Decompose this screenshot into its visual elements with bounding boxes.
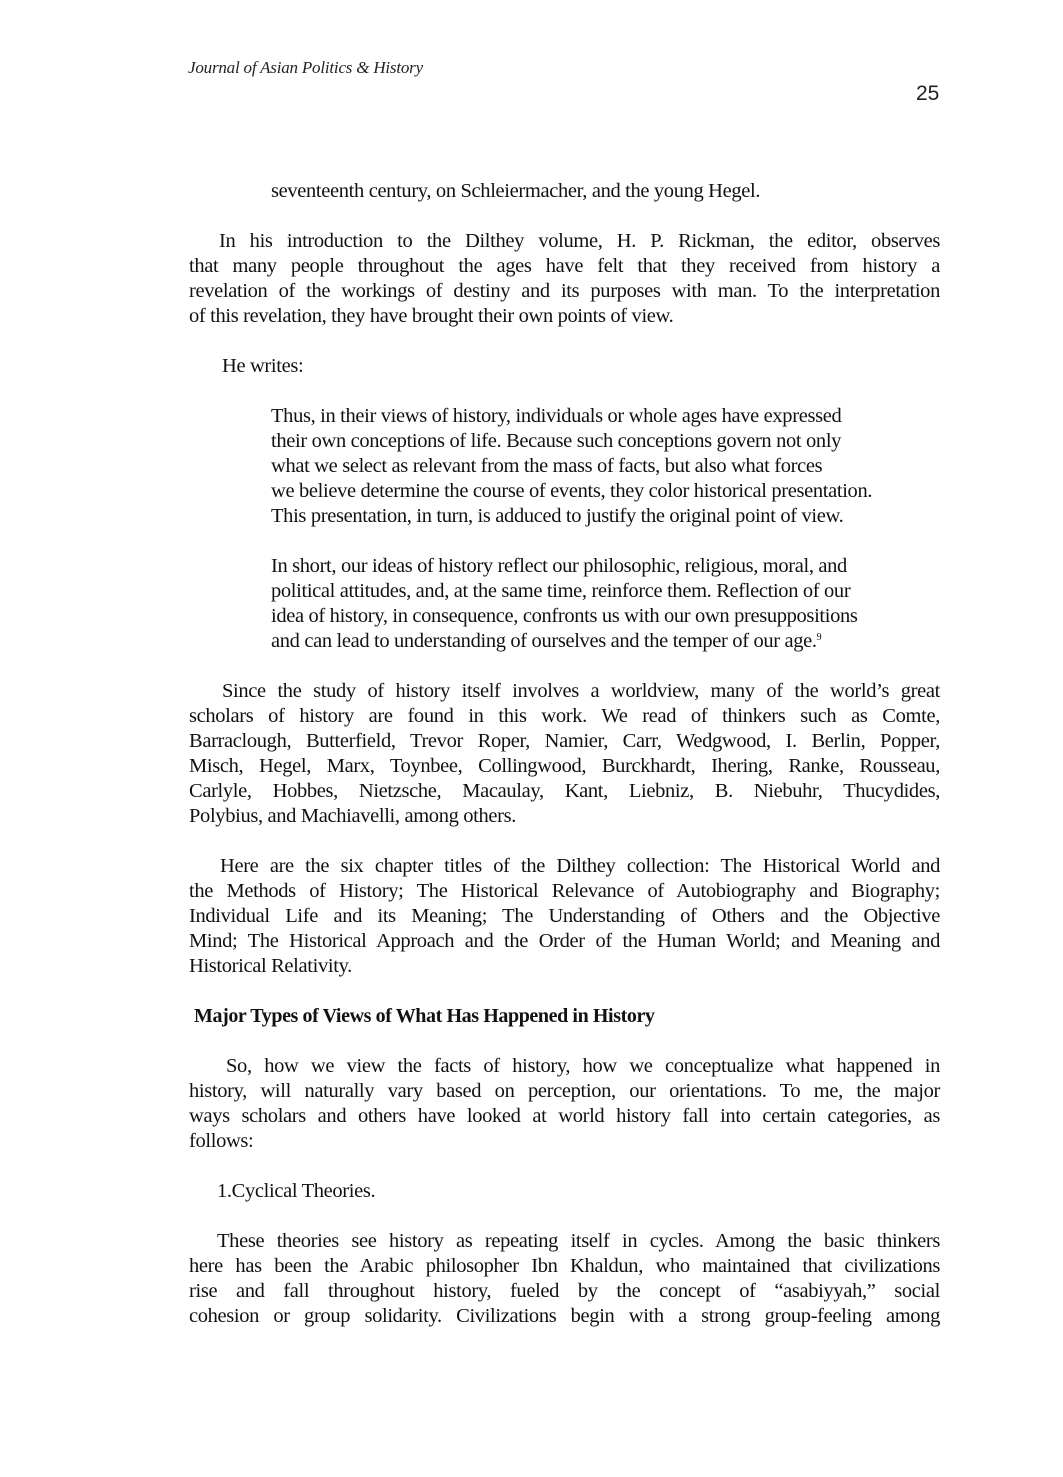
text-line: He writes:: [222, 355, 304, 377]
text-line: seventeenth century, on Schleiermacher, and the young Hegel.: [271, 180, 761, 202]
paragraph-continuation: [271, 179, 760, 204]
text-line: follows:: [189, 1130, 254, 1152]
text-line: 1.Cyclical Theories.: [217, 1180, 376, 1202]
page-number: 25: [916, 82, 940, 105]
text-line: what we select as relevant from the mass of facts, but also what forces: [271, 455, 823, 477]
text-line: history, will naturally vary based on perception, our orientations. To me, the major: [189, 1080, 940, 1102]
text-line: cohesion or group solidarity. Civilizations begin with a strong group-feeling among: [189, 1305, 940, 1327]
text-line: So, how we view the facts of history, how we conceptualize what happened in: [226, 1055, 940, 1077]
text-line: In short, our ideas of history reflect our philosophic, religious, moral, and: [271, 555, 847, 577]
block-quote-second: [271, 554, 941, 654]
text-line: Thus, in their views of history, individuals or whole ages have expressed: [271, 405, 842, 427]
text-line: In his introduction to the Dilthey volume, H. P. Rickman, the editor, observes: [219, 230, 940, 252]
text-line: Since the study of history itself involves a worldview, many of the world’s great: [222, 680, 940, 702]
text-line: Misch, Hegel, Marx, Toynbee, Collingwood, Burckhardt, Ihering, Ranke, Rousseau,: [189, 755, 940, 777]
text-line: revelation of the workings of destiny and its purposes with man. To the interpretation: [189, 280, 940, 302]
paragraph-chapter-titles: [189, 854, 940, 979]
text-line: Mind; The Historical Approach and the Order of the Human World; and Meaning and: [189, 930, 940, 952]
text-line: Polybius, and Machiavelli, among others.: [189, 805, 517, 827]
paragraph-scholars-list: [189, 679, 940, 829]
paragraph-he-writes: [222, 354, 303, 379]
text-line: that many people throughout the ages have felt that they received from history a: [189, 255, 940, 277]
text-line: we believe determine the course of events, they color historical presentation.: [271, 480, 873, 502]
text-line: Individual Life and its Meaning; The Understanding of Others and the Objective: [189, 905, 940, 927]
text-line: scholars of history are found in this work. We read of thinkers such as Comte,: [189, 705, 940, 727]
footnote-reference: 9: [816, 632, 822, 643]
text-line: rise and fall throughout history, fueled by the concept of “asabiyyah,” social: [189, 1280, 940, 1302]
text-line: This presentation, in turn, is adduced to justify the original point of view.: [271, 505, 844, 527]
text-line: ways scholars and others have looked at world history fall into certain categories, as: [189, 1105, 940, 1127]
paragraph-categories-intro: [189, 1054, 940, 1154]
text-line: [271, 629, 941, 654]
text-line: here has been the Arabic philosopher Ibn Khaldun, who maintained that civilizations: [189, 1255, 940, 1277]
section-heading: Major Types of Views of What Has Happened in History: [194, 1005, 655, 1027]
text-line: Historical Relativity.: [189, 955, 352, 977]
text-line: Carlyle, Hobbes, Nietzsche, Macaulay, Kant, Liebniz, B. Niebuhr, Thucydides,: [189, 780, 940, 802]
block-quote-first: [271, 404, 941, 529]
paragraph-cyclical-theories: [189, 1229, 940, 1329]
text-line: Barraclough, Butterfield, Trevor Roper, Namier, Carr, Wedgwood, I. Berlin, Popper,: [189, 730, 940, 752]
list-item-cyclical-theories: [217, 1179, 375, 1204]
text-line: their own conceptions of life. Because such conceptions govern not only: [271, 430, 842, 452]
paragraph-rickman-introduction: [189, 229, 940, 329]
text-line: idea of history, in consequence, confronts us with our own presuppositions: [271, 605, 858, 627]
running-header-journal-title: Journal of Asian Politics & History: [188, 58, 423, 77]
text-line: Here are the six chapter titles of the Dilthey collection: The Historical World and: [220, 855, 940, 877]
text-line: These theories see history as repeating itself in cycles. Among the basic thinkers: [217, 1230, 940, 1252]
text-line-content: and can lead to understanding of ourselves and the temper of our age.: [271, 630, 817, 652]
text-line: of this revelation, they have brought their own points of view.: [189, 305, 674, 327]
text-line: political attitudes, and, at the same time, reinforce them. Reflection of our: [271, 580, 851, 602]
text-line: the Methods of History; The Historical Relevance of Autobiography and Biography;: [189, 880, 940, 902]
